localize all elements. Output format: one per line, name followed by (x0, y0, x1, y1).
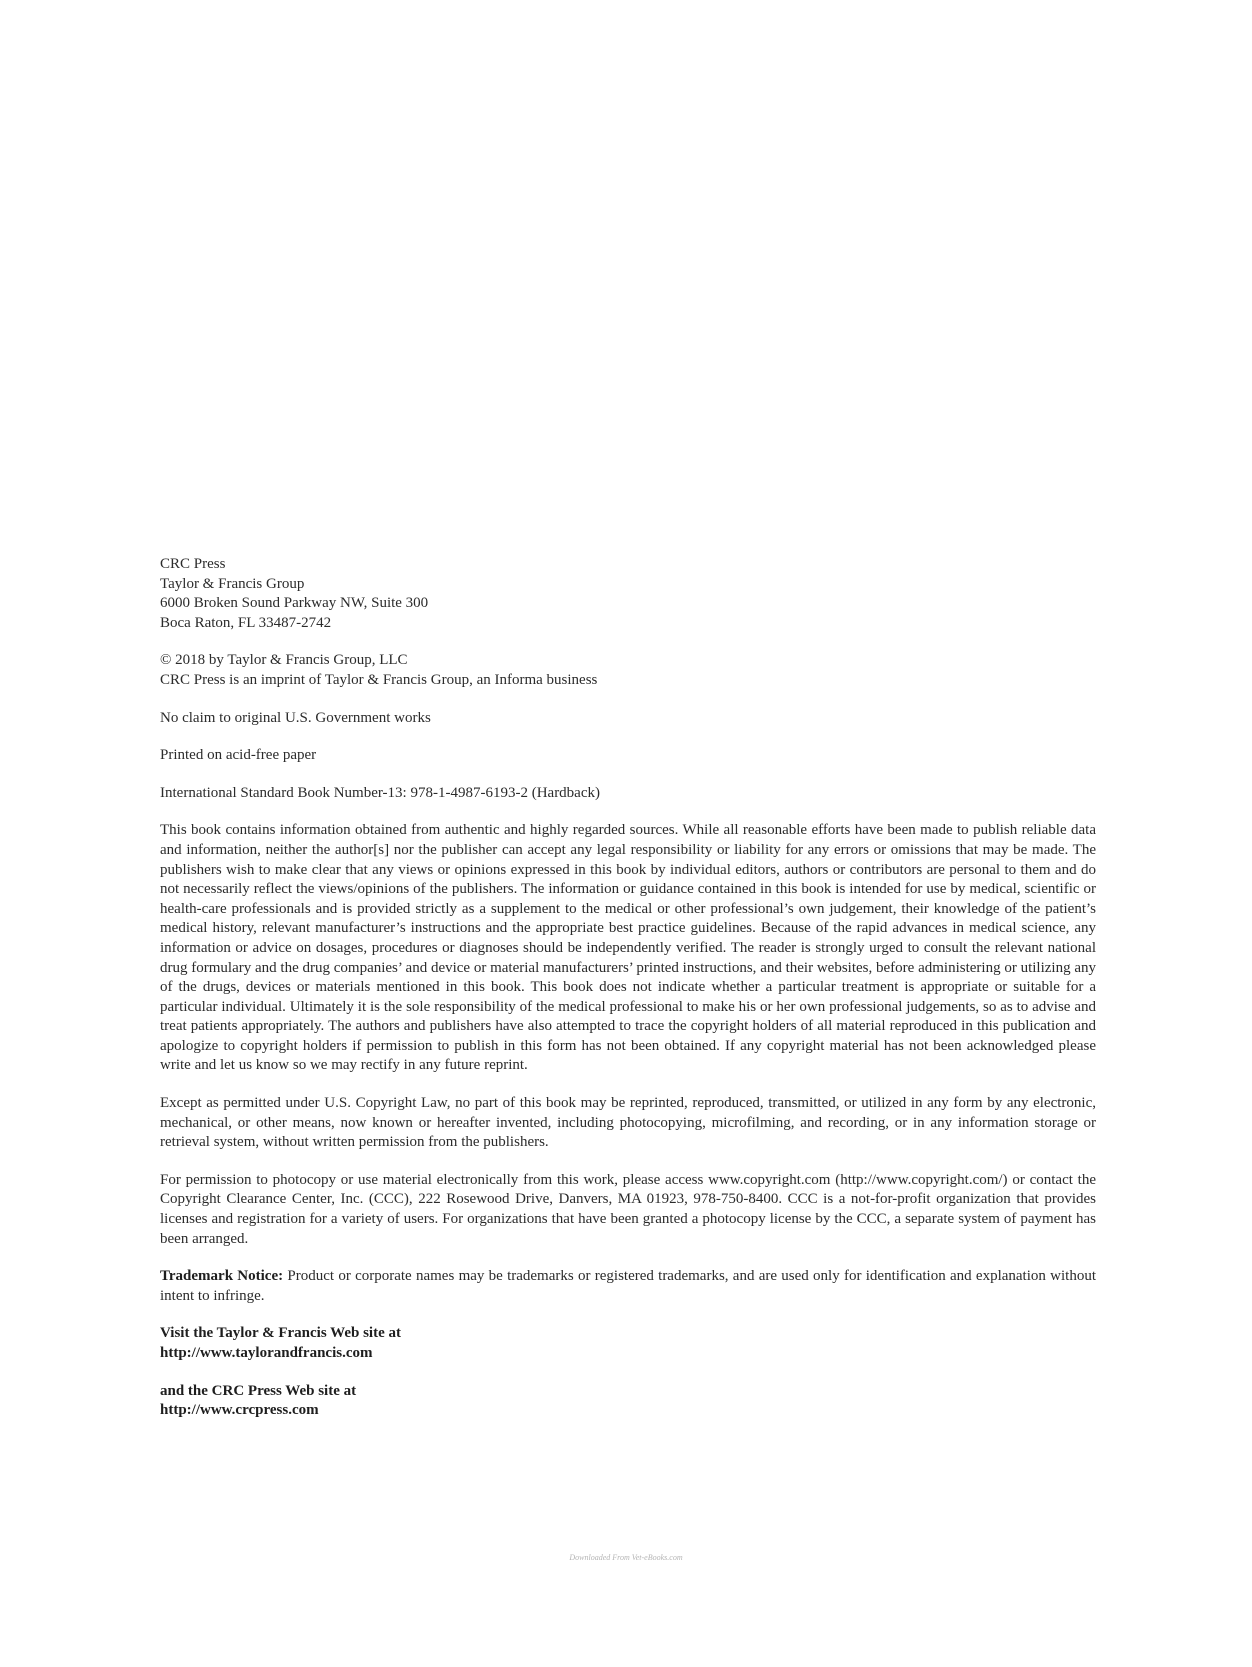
copyright-line-1: © 2018 by Taylor & Francis Group, LLC (160, 652, 408, 669)
visit-tf-text: Visit the Taylor & Francis Web site at (160, 1325, 401, 1342)
taylor-francis-url-link[interactable]: http://www.taylorandfrancis.com (160, 1345, 373, 1361)
address-line-2: Boca Raton, FL 33487-2742 (160, 614, 332, 631)
isbn-line: International Standard Book Number-13: 978-1-4987-6193-2 (Hardback) (160, 784, 600, 801)
trademark-label: Trademark Notice: (160, 1268, 284, 1285)
permission-paragraph: For permission to photocopy or use material electronically from this work, please access www.copyright.com (http://www.copyright.com/) or contact the Copyright Clearance Center, Inc. (CCC), 222 Rosewood Drive, Danvers, MA 01923, 978-750-8400. CCC is a not-for-profit organization that provides licenses and registration for a variety of users. For organizations that have been granted a photocopy license by the CCC, a separate system of payment has been arranged. (160, 1171, 1096, 1247)
publisher-name: CRC Press (160, 556, 226, 572)
crc-press-url-link[interactable]: http://www.crcpress.com (160, 1402, 319, 1419)
trademark-text: Product or corporate names may be trademarks or registered trademarks, and are used only for identification and explanation without intent to infringe. (160, 1268, 1096, 1304)
copyright-content (160, 555, 1096, 1439)
no-claim-notice: No claim to original U.S. Government works (160, 709, 431, 726)
trademark-notice (160, 1267, 1096, 1306)
address-line-1: 6000 Broken Sound Parkway NW, Suite 300 (160, 595, 429, 612)
disclaimer-paragraph: This book contains information obtained from authentic and highly regarded sources. While all reasonable efforts have been made to publish reliable data and information, neither the author[s] nor the publisher can accept any legal responsibility or liability for any errors or omissions that may be made. The publishers wish to make clear that any views or opinions expressed in this book by individual editors, authors or contributors are personal to them and do not necessarily reflect the views/opinions of the publishers. The information or guidance contained in this book is intended for use by medical, scientific or health-care professionals and is provided strictly as a supplement to the medical or other professional’s own judgement, their knowledge of the patient’s medical history, relevant manufacturer’s instructions and the appropriate best practice guidelines. Because of the rapid advances in medical science, any information or advice on dosages, procedures or diagnoses should be independently verified. The reader is strongly urged to consult the relevant national drug formulary and the drug companies’ and device or material manufacturers’ printed instructions, and their websites, before administering or utilizing any of the drugs, devices or materials mentioned in this book. This book does not indicate whether a particular treatment is appropriate or suitable for a particular individual. Ultimately it is the sole responsibility of the medical professional to make his or her own professional judgements, so as to advise and treat patients appropriately. The authors and publishers have also attempted to trace the copyright holders of all material reproduced in this publication and apologize to copyright holders if permission to publish in this form has not been obtained. If any copyright material has not been acknowledged please write and let us know so we may rectify in any future reprint. (160, 822, 1096, 1074)
download-watermark: Downloaded From Vet-eBooks.com (569, 1553, 683, 1562)
copyright-line-2: CRC Press is an imprint of Taylor & Francis Group, an Informa business (160, 671, 598, 688)
publisher-group: Taylor & Francis Group (160, 575, 305, 592)
visit-crc-press (160, 1382, 1096, 1421)
paper-notice: Printed on acid-free paper (160, 747, 317, 764)
copyright-law-paragraph: Except as permitted under U.S. Copyright Law, no part of this book may be reprinted, reproduced, transmitted, or utilized in any form by any electronic, mechanical, or other means, now known or hereafter invented, including photocopying, microfilming, and recording, or in any information storage or retrieval system, without written permission from the publishers. (160, 1095, 1096, 1151)
visit-crc-text: and the CRC Press Web site at (160, 1382, 357, 1399)
publisher-address (160, 555, 1096, 633)
visit-taylor-francis (160, 1324, 1096, 1363)
copyright-notice (160, 651, 1096, 690)
